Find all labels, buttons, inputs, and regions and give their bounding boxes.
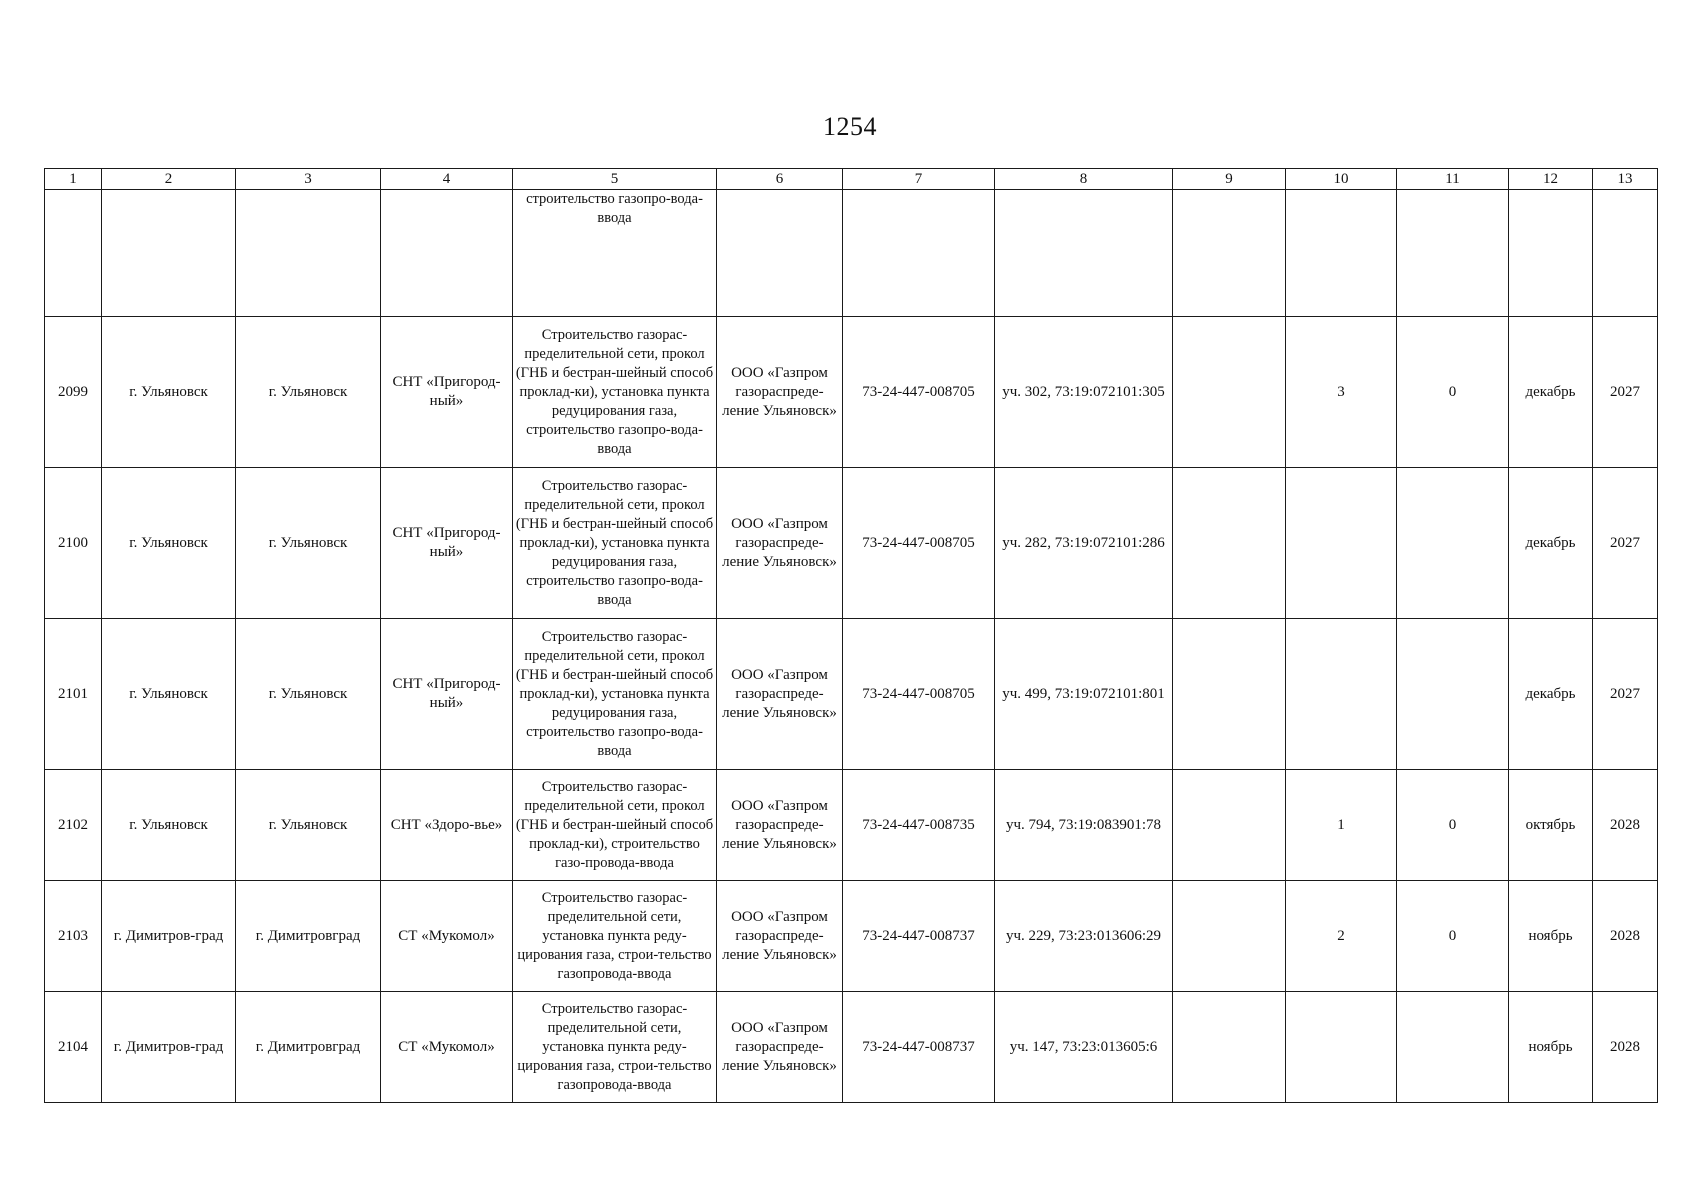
district-cell: г. Ульяновск xyxy=(102,619,236,770)
settlement-cell: г. Ульяновск xyxy=(236,317,381,468)
object-cell: СТ «Мукомол» xyxy=(381,992,513,1103)
column-header: 2 xyxy=(102,169,236,190)
work-description: Строительство газорас-пределительной сети, установка пункта реду-цирования газа, строи-тельство газопровода-ввода xyxy=(513,881,717,992)
settlement-cell: г. Димитровград xyxy=(236,881,381,992)
column-header: 7 xyxy=(843,169,995,190)
month-cell: ноябрь xyxy=(1509,992,1593,1103)
column-header: 12 xyxy=(1509,169,1593,190)
table-row xyxy=(45,992,1658,1103)
plot-cell: уч. 302, 73:19:072101:305 xyxy=(995,317,1173,468)
object-cell: СНТ «Пригород-ный» xyxy=(381,619,513,770)
month-cell: ноябрь xyxy=(1509,881,1593,992)
organization-cell: ООО «Газпром газораспреде-ление Ульяновск» xyxy=(717,619,843,770)
code-cell: 73-24-447-008705 xyxy=(843,619,995,770)
row-number: 2104 xyxy=(45,992,102,1103)
object-cell: СНТ «Здоро-вье» xyxy=(381,770,513,881)
col10-cell xyxy=(1286,468,1397,619)
row-number: 2099 xyxy=(45,317,102,468)
col9-cell xyxy=(1173,770,1286,881)
work-description: строительство газопро-вода-ввода xyxy=(513,190,717,317)
col10-cell: 1 xyxy=(1286,770,1397,881)
work-description: Строительство газорас-пределительной сети, прокол (ГНБ и бестран-шейный способ проклад-ки), установка пункта редуцирования газа, строительство газопро-вода-ввода xyxy=(513,619,717,770)
col10-cell: 2 xyxy=(1286,881,1397,992)
work-description: Строительство газорас-пределительной сети, прокол (ГНБ и бестран-шейный способ проклад-ки), установка пункта редуцирования газа, строительство газопро-вода-ввода xyxy=(513,468,717,619)
work-description: Строительство газорас-пределительной сети, прокол (ГНБ и бестран-шейный способ проклад-ки), установка пункта редуцирования газа, строительство газопро-вода-ввода xyxy=(513,317,717,468)
col11-cell: 0 xyxy=(1397,881,1509,992)
district-cell: г. Ульяновск xyxy=(102,317,236,468)
column-header: 8 xyxy=(995,169,1173,190)
work-description: Строительство газорас-пределительной сети, прокол (ГНБ и бестран-шейный способ проклад-ки), строительство газо-провода-ввода xyxy=(513,770,717,881)
district-cell: г. Димитров-град xyxy=(102,881,236,992)
column-header: 5 xyxy=(513,169,717,190)
col11-cell xyxy=(1397,468,1509,619)
organization-cell: ООО «Газпром газораспреде-ление Ульяновск» xyxy=(717,770,843,881)
settlement-cell: г. Ульяновск xyxy=(236,770,381,881)
column-header: 9 xyxy=(1173,169,1286,190)
object-cell: СТ «Мукомол» xyxy=(381,881,513,992)
year-cell: 2027 xyxy=(1593,317,1658,468)
column-header: 6 xyxy=(717,169,843,190)
code-cell: 73-24-447-008735 xyxy=(843,770,995,881)
col9-cell xyxy=(1173,317,1286,468)
settlement-cell: г. Ульяновск xyxy=(236,468,381,619)
col10-cell xyxy=(1286,992,1397,1103)
organization-cell: ООО «Газпром газораспреде-ление Ульяновск» xyxy=(717,317,843,468)
table-row xyxy=(45,619,1658,770)
year-cell: 2028 xyxy=(1593,992,1658,1103)
organization-cell: ООО «Газпром газораспреде-ление Ульяновск» xyxy=(717,881,843,992)
row-number: 2100 xyxy=(45,468,102,619)
table-row xyxy=(45,468,1658,619)
organization-cell: ООО «Газпром газораспреде-ление Ульяновск» xyxy=(717,468,843,619)
year-cell: 2027 xyxy=(1593,619,1658,770)
column-header: 13 xyxy=(1593,169,1658,190)
month-cell: октябрь xyxy=(1509,770,1593,881)
col9-cell xyxy=(1173,619,1286,770)
plot-cell: уч. 229, 73:23:013606:29 xyxy=(995,881,1173,992)
table-row xyxy=(45,770,1658,881)
plot-cell: уч. 282, 73:19:072101:286 xyxy=(995,468,1173,619)
object-cell: СНТ «Пригород-ный» xyxy=(381,468,513,619)
year-cell: 2028 xyxy=(1593,881,1658,992)
gasification-table xyxy=(44,168,1658,1103)
plot-cell: уч. 147, 73:23:013605:6 xyxy=(995,992,1173,1103)
district-cell: г. Димитров-град xyxy=(102,992,236,1103)
district-cell: г. Ульяновск xyxy=(102,770,236,881)
month-cell: декабрь xyxy=(1509,619,1593,770)
plot-cell: уч. 499, 73:19:072101:801 xyxy=(995,619,1173,770)
settlement-cell: г. Димитровград xyxy=(236,992,381,1103)
row-number: 2102 xyxy=(45,770,102,881)
column-header: 1 xyxy=(45,169,102,190)
column-number-row xyxy=(45,169,1658,190)
column-header: 4 xyxy=(381,169,513,190)
organization-cell: ООО «Газпром газораспреде-ление Ульяновск» xyxy=(717,992,843,1103)
code-cell: 73-24-447-008737 xyxy=(843,881,995,992)
district-cell: г. Ульяновск xyxy=(102,468,236,619)
col11-cell: 0 xyxy=(1397,770,1509,881)
row-number: 2101 xyxy=(45,619,102,770)
col9-cell xyxy=(1173,992,1286,1103)
column-header: 11 xyxy=(1397,169,1509,190)
col10-cell xyxy=(1286,619,1397,770)
month-cell: декабрь xyxy=(1509,468,1593,619)
table-row xyxy=(45,317,1658,468)
code-cell: 73-24-447-008705 xyxy=(843,317,995,468)
col11-cell xyxy=(1397,992,1509,1103)
plot-cell: уч. 794, 73:19:083901:78 xyxy=(995,770,1173,881)
col9-cell xyxy=(1173,468,1286,619)
col11-cell: 0 xyxy=(1397,317,1509,468)
work-description: Строительство газорас-пределительной сети, установка пункта реду-цирования газа, строи-тельство газопровода-ввода xyxy=(513,992,717,1103)
page-number: 1254 xyxy=(823,112,877,141)
col10-cell: 3 xyxy=(1286,317,1397,468)
continuation-row xyxy=(45,190,1658,317)
col9-cell xyxy=(1173,881,1286,992)
code-cell: 73-24-447-008737 xyxy=(843,992,995,1103)
month-cell: декабрь xyxy=(1509,317,1593,468)
column-header: 3 xyxy=(236,169,381,190)
year-cell: 2028 xyxy=(1593,770,1658,881)
col11-cell xyxy=(1397,619,1509,770)
object-cell: СНТ «Пригород-ный» xyxy=(381,317,513,468)
code-cell: 73-24-447-008705 xyxy=(843,468,995,619)
table-row xyxy=(45,881,1658,992)
settlement-cell: г. Ульяновск xyxy=(236,619,381,770)
column-header: 10 xyxy=(1286,169,1397,190)
year-cell: 2027 xyxy=(1593,468,1658,619)
row-number: 2103 xyxy=(45,881,102,992)
